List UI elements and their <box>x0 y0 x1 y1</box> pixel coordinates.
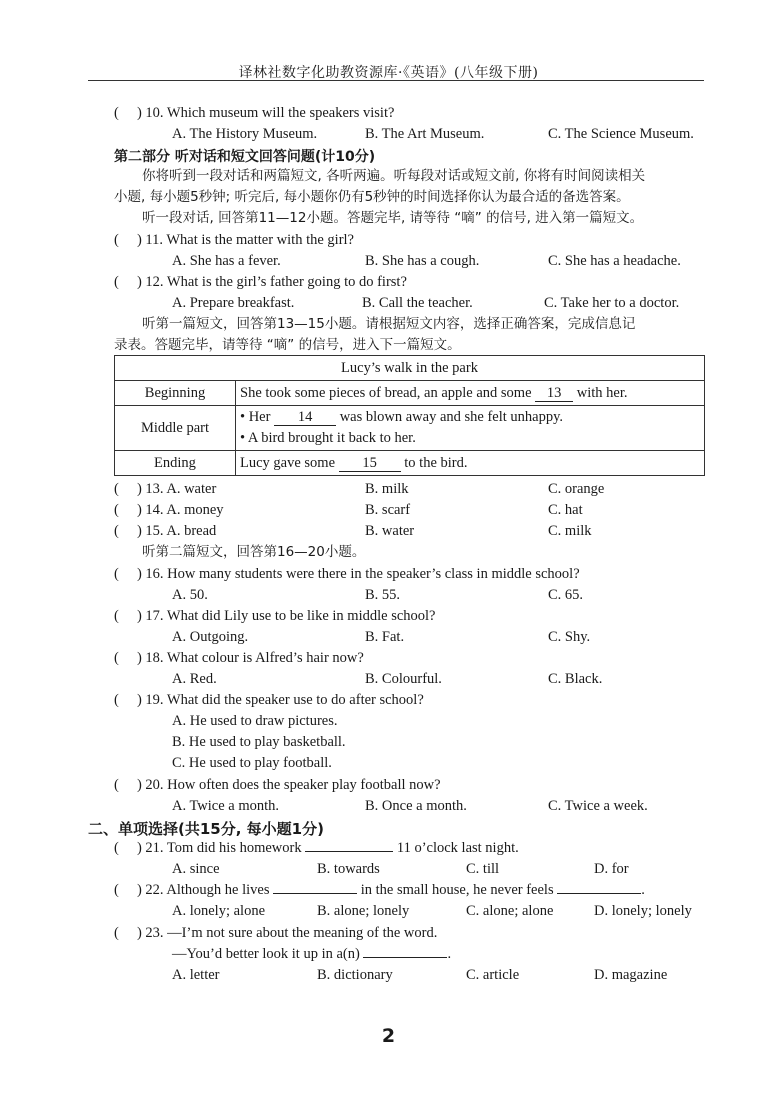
section2-title: 二、单项选择(共15分, 每小题1分) <box>88 820 324 838</box>
q16-option-c: C. 65. <box>548 587 584 603</box>
blank-13[interactable]: 13 <box>535 386 573 402</box>
q17-option-b: B. Fat. <box>365 629 405 645</box>
question-12: ( ) 12. What is the girl’s father going to do first? <box>114 274 407 290</box>
question-23-reply <box>172 945 451 963</box>
ending-label: Ending <box>115 451 236 476</box>
q11-option-a: A. She has a fever. <box>172 253 281 269</box>
question-19: ( ) 19. What did the speaker use to do after school? <box>114 692 424 708</box>
q21-option-b: B. towards <box>317 861 380 877</box>
table-row-middle <box>115 406 705 451</box>
table-title: Lucy’s walk in the park <box>115 356 705 381</box>
q21-option-a: A. since <box>172 861 220 877</box>
q18-option-c: C. Black. <box>548 671 603 687</box>
question-20: ( ) 20. How often does the speaker play football now? <box>114 777 441 793</box>
q21-option-d: D. for <box>594 861 629 877</box>
q12-option-c: C. Take her to a doctor. <box>544 295 680 311</box>
q13-option-c: C. orange <box>548 481 605 497</box>
page-number: 2 <box>381 1025 396 1047</box>
page-header: 译林社数字化助教资源库·《英语》(八年级下册) <box>238 65 539 81</box>
q22-option-b: B. alone; lonely <box>317 903 410 919</box>
q14-option-b: B. scarf <box>365 502 411 518</box>
beginning-content <box>236 381 705 406</box>
question-15: ( ) 15. A. bread <box>114 523 217 539</box>
q22-blank-2[interactable] <box>557 893 641 894</box>
ending-text-post: to the bird. <box>404 454 468 471</box>
q23-reply-pre: —You’d better look it up in a(n) <box>172 946 360 962</box>
middle-line-2: • A bird brought it back to her. <box>240 430 416 446</box>
q21-stem-post: 11 o’clock last night. <box>396 840 519 856</box>
q21-stem-pre: ( ) 21. Tom did his homework <box>114 840 302 856</box>
question-21 <box>114 839 519 857</box>
table-row-ending <box>115 451 705 476</box>
blank-14[interactable]: 14 <box>274 410 336 426</box>
q17-option-c: C. Shy. <box>548 629 591 645</box>
question-13: ( ) 13. A. water <box>114 481 217 497</box>
q22-stem-pre: ( ) 22. Although he lives <box>114 882 270 898</box>
q19-option-b: B. He used to play basketball. <box>172 734 346 750</box>
question-16: ( ) 16. How many students were there in the speaker’s class in middle school? <box>114 566 580 582</box>
q20-option-c: C. Twice a week. <box>548 798 648 814</box>
q10-option-a: A. The History Museum. <box>172 126 318 142</box>
q16-option-a: A. 50. <box>172 587 208 603</box>
q19-option-a: A. He used to draw pictures. <box>172 713 338 729</box>
part2-intro-line2: 小题, 每小题5秒钟; 听完后, 每小题你仍有5秒钟的时间选择你认为最合适的备选答案。 <box>114 189 630 205</box>
part2-intro-line1: 你将听到一段对话和两篇短文, 各听两遍。听每段对话或短文前, 你将有时间阅读相关 <box>142 168 646 184</box>
question-22 <box>114 881 645 899</box>
q18-option-b: B. Colourful. <box>365 671 442 687</box>
q23-option-b: B. dictionary <box>317 967 393 983</box>
q23-option-a: A. letter <box>172 967 220 983</box>
q10-option-b: B. The Art Museum. <box>365 126 485 142</box>
q20-option-b: B. Once a month. <box>365 798 467 814</box>
question-17: ( ) 17. What did Lily use to be like in middle school? <box>114 608 436 624</box>
info-table <box>114 355 705 476</box>
q12-option-a: A. Prepare breakfast. <box>172 295 295 311</box>
middle-label: Middle part <box>115 406 236 451</box>
q16-option-b: B. 55. <box>365 587 401 603</box>
beginning-text-post: with her. <box>576 384 628 401</box>
q18-option-a: A. Red. <box>172 671 217 687</box>
q12-option-b: B. Call the teacher. <box>362 295 473 311</box>
question-10: ( ) 10. Which museum will the speakers visit? <box>114 105 395 121</box>
q22-option-a: A. lonely; alone <box>172 903 266 919</box>
q22-option-c: C. alone; alone <box>466 903 554 919</box>
q23-option-c: C. article <box>466 967 520 983</box>
blank-15[interactable]: 15 <box>339 456 401 472</box>
ending-text-pre: Lucy gave some <box>240 454 336 471</box>
q15-option-b: B. water <box>365 523 415 539</box>
q11-option-b: B. She has a cough. <box>365 253 480 269</box>
middle-content <box>236 406 705 451</box>
middle-text-pre: • Her <box>240 409 271 425</box>
part2-intro-line3: 听一段对话, 回答第11—12小题。答题完毕, 请等待 “嘀” 的信号, 进入第一篇短文。 <box>142 210 644 226</box>
q19-option-c: C. He used to play football. <box>172 755 332 771</box>
table-row-beginning <box>115 381 705 406</box>
passage1-intro-line1: 听第一篇短文，回答第13—15小题。请根据短文内容，选择正确答案，完成信息记 <box>142 316 636 332</box>
beginning-label: Beginning <box>115 381 236 406</box>
middle-line-1 <box>240 407 700 428</box>
q20-option-a: A. Twice a month. <box>172 798 280 814</box>
q23-option-d: D. magazine <box>594 967 668 983</box>
passage1-intro-line2: 录表。答题完毕，请等待 “嘀” 的信号，进入下一篇短文。 <box>114 337 461 353</box>
part2-title: 第二部分 听对话和短文回答问题(计10分) <box>114 149 376 165</box>
question-11: ( ) 11. What is the matter with the girl? <box>114 232 354 248</box>
q17-option-a: A. Outgoing. <box>172 629 249 645</box>
q22-option-d: D. lonely; lonely <box>594 903 692 919</box>
q21-blank[interactable] <box>305 851 393 852</box>
q22-blank-1[interactable] <box>273 893 357 894</box>
q22-stem-mid: in the small house, he never feels <box>360 882 554 898</box>
header-rule <box>88 80 704 81</box>
q23-blank[interactable] <box>363 957 447 958</box>
q15-option-c: C. milk <box>548 523 592 539</box>
question-18: ( ) 18. What colour is Alfred’s hair now? <box>114 650 364 666</box>
q13-option-b: B. milk <box>365 481 409 497</box>
beginning-text-pre: She took some pieces of bread, an apple and some <box>240 384 532 401</box>
ending-content <box>236 451 705 476</box>
q11-option-c: C. She has a headache. <box>548 253 681 269</box>
q21-option-c: C. till <box>466 861 500 877</box>
question-14: ( ) 14. A. money <box>114 502 224 518</box>
middle-text-post: was blown away and she felt unhappy. <box>339 409 564 425</box>
q22-stem-post: . <box>641 882 645 898</box>
q23-reply-post: . <box>447 946 452 962</box>
q14-option-c: C. hat <box>548 502 583 518</box>
question-23: ( ) 23. —I’m not sure about the meaning of the word. <box>114 925 438 941</box>
q10-option-c: C. The Science Museum. <box>548 126 694 142</box>
table-title-row <box>115 356 705 381</box>
passage2-intro: 听第二篇短文，回答第16—20小题。 <box>142 544 366 560</box>
